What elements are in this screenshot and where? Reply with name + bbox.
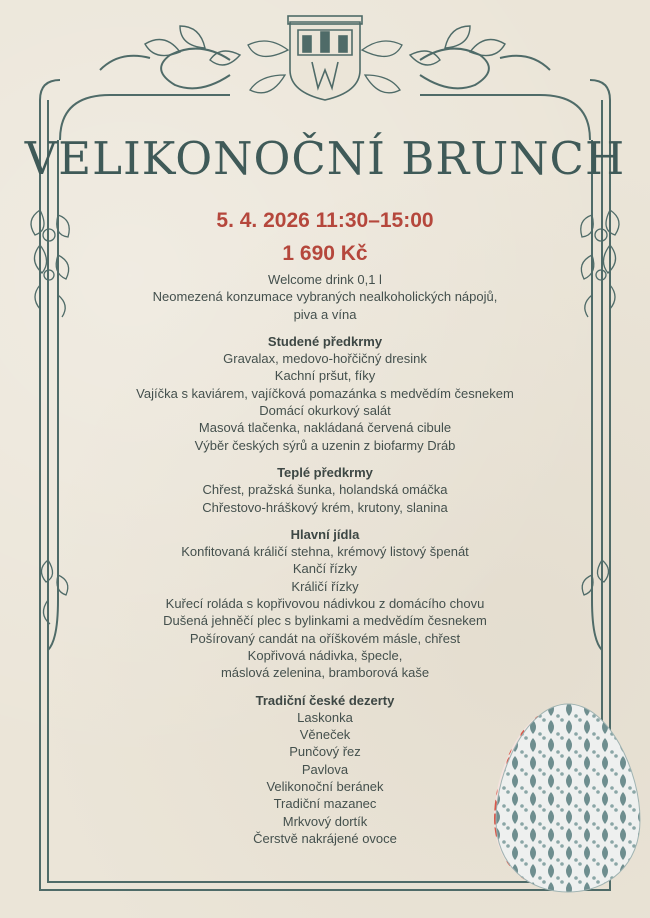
menu-item: Vajíčka s kaviárem, vajíčková pomazánka s medvědím česnekem xyxy=(136,385,514,401)
menu-item: Konfitovaná králičí stehna, krémový listový špenát xyxy=(181,544,469,560)
menu-item: Masová tlačenka, nakládaná červená cibule xyxy=(198,420,452,436)
section-heading: Studené předkrmy xyxy=(267,333,383,349)
menu-item: Tradiční mazanec xyxy=(273,796,377,812)
event-date: 5. 4. 2026 11:30–15:00 xyxy=(216,209,434,232)
menu-item: Králičí řízky xyxy=(291,578,359,594)
menu-item: Pošírovaný candát na oříškovém másle, chřest xyxy=(189,630,461,646)
menu-item: Kachní pršut, fíky xyxy=(274,368,376,384)
event-price: 1 690 Kč xyxy=(282,242,368,265)
intro-line: Neomezená konzumace vybraných nealkoholických nápojů, xyxy=(152,289,498,305)
menu-item: Kančí řízky xyxy=(292,561,358,577)
menu-item: Výběr českých sýrů a uzenin z biofarmy Dráb xyxy=(194,437,456,453)
intro-line: Welcome drink 0,1 l xyxy=(268,272,382,287)
menu-item: Gravalax, medovo-hořčičný dresink xyxy=(223,351,427,367)
easter-egg-icon xyxy=(488,700,643,895)
menu-item: Dušená jehněčí plec s bylinkami a medvědím česnekem xyxy=(163,613,487,629)
menu-item: Punčový řez xyxy=(289,744,361,760)
menu-list xyxy=(100,271,550,847)
menu-item: Laskonka xyxy=(297,709,353,725)
menu-item: máslová zelenina, bramborová kaše xyxy=(220,665,430,681)
menu-item: Kopřivová nádivka, špecle, xyxy=(247,647,403,663)
menu-item: Chřest, pražská šunka, holandská omáčka xyxy=(202,482,448,498)
menu-item: Čerstvě nakrájené ovoce xyxy=(253,830,397,846)
intro-line: piva a vína xyxy=(293,306,357,322)
menu-item: Velikonoční beránek xyxy=(266,779,384,795)
menu-item: Kuřecí roláda s kopřivovou nádivkou z domácího chovu xyxy=(165,596,485,612)
menu-item: Domácí okurkový salát xyxy=(259,403,391,419)
section-heading: Tradiční české dezerty xyxy=(255,692,395,708)
section-heading: Hlavní jídla xyxy=(290,526,360,542)
menu-item: Chřestovo-hráškový krém, krutony, slanina xyxy=(202,499,448,515)
menu-item: Věneček xyxy=(299,727,351,743)
section-heading: Teplé předkrmy xyxy=(277,464,373,480)
city-crest-icon xyxy=(288,16,362,100)
page-title: VELIKONOČNÍ BRUNCH xyxy=(24,132,626,185)
menu-item: Pavlova xyxy=(301,761,349,777)
menu-item: Mrkvový dortík xyxy=(282,813,368,829)
